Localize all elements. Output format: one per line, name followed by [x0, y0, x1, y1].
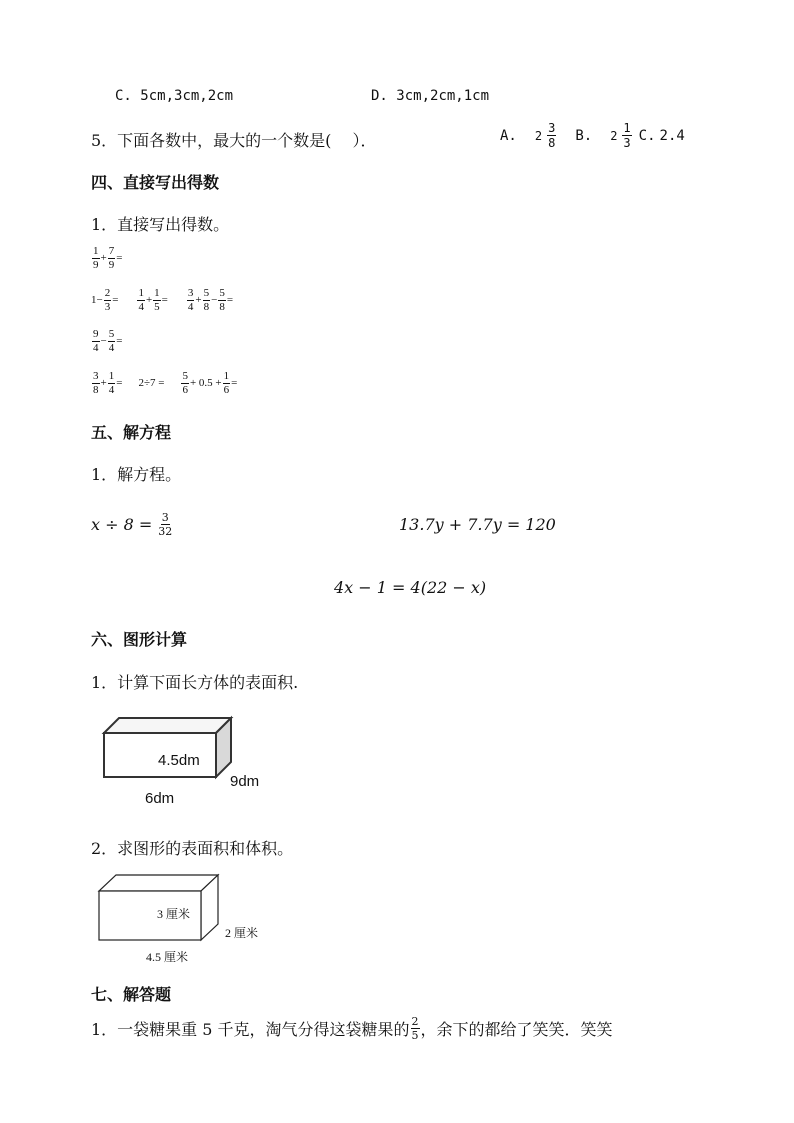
section-6-question-1: 1．计算下面长方体的表面积.	[91, 673, 299, 692]
fraction-numerator: 1	[138, 287, 144, 299]
fraction-numerator: 2	[411, 1015, 419, 1028]
section-7-heading: 七、解答题	[91, 985, 172, 1004]
equation-3: 4x − 1 = 4(22 − x)	[334, 578, 487, 597]
fraction-numerator: 5	[219, 287, 225, 299]
operator: + 0.5 +	[189, 377, 222, 389]
equation-2: 13.7y + 7.7y = 120	[399, 515, 556, 534]
q5-option-a-whole: 2	[534, 128, 543, 143]
operator: +	[145, 294, 153, 306]
fraction	[203, 288, 211, 313]
option-c-label: C.	[115, 88, 132, 104]
fraction-denominator: 8	[93, 384, 99, 396]
fraction	[137, 288, 145, 313]
equals-sign: =	[161, 294, 168, 306]
operator: +	[195, 294, 202, 306]
cuboid-1-depth-label: 9dm	[230, 773, 260, 790]
fraction	[92, 246, 100, 271]
equation-1-lhs: x ÷ 8 =	[91, 515, 153, 534]
section-6-heading: 六、图形计算	[91, 630, 188, 649]
fraction-denominator: 6	[182, 384, 188, 396]
equals-sign: =	[231, 377, 238, 389]
fraction-denominator: 4	[138, 301, 144, 313]
fraction-numerator: 1	[223, 370, 230, 382]
fraction	[92, 371, 100, 396]
fraction-denominator: 4	[108, 342, 115, 354]
fraction	[92, 329, 100, 354]
cuboid-1-length-label: 6dm	[145, 790, 175, 807]
fraction-denominator: 5	[154, 301, 160, 313]
fraction-numerator: 3	[548, 121, 556, 135]
equation-1	[91, 512, 174, 537]
fraction-numerator: 1	[108, 370, 115, 382]
option-c	[115, 88, 233, 104]
question-5-options	[500, 122, 685, 149]
fraction	[108, 329, 116, 354]
q5-option-a-label: A.	[500, 127, 517, 144]
fraction-denominator: 3	[623, 136, 631, 150]
fraction-numerator: 5	[108, 328, 115, 340]
fraction	[153, 288, 161, 313]
cuboid-top-face	[104, 718, 231, 733]
calc-row-1	[91, 246, 122, 271]
division-expression: 2÷7 =	[138, 377, 165, 389]
section-6-question-2: 2．求图形的表面积和体积。	[91, 839, 294, 858]
fraction-denominator: 4	[187, 301, 194, 313]
cuboid-1-height-label: 4.5dm	[158, 752, 200, 769]
option-d-text: 3cm,2cm,1cm	[396, 88, 490, 104]
fraction-denominator: 9	[93, 259, 99, 271]
fraction-denominator: 32	[158, 525, 173, 538]
fraction-numerator: 5	[182, 370, 188, 382]
equals-sign: =	[116, 252, 123, 264]
fraction-denominator: 4	[93, 342, 99, 354]
fraction-numerator: 9	[93, 328, 99, 340]
fraction-numerator: 3	[161, 511, 169, 524]
option-d-label: D.	[371, 88, 388, 104]
fraction-denominator: 3	[104, 301, 111, 313]
fraction-numerator: 1	[93, 245, 99, 257]
fraction-numerator: 5	[203, 287, 210, 299]
fraction	[104, 288, 112, 313]
fraction-numerator: 1	[154, 287, 160, 299]
question-text-end: ，余下的都给了笑笑．笑笑	[420, 1020, 613, 1039]
fraction-denominator: 9	[108, 259, 115, 271]
fraction-numerator: 2	[104, 287, 111, 299]
fraction-denominator: 5	[411, 1029, 419, 1042]
fraction-numerator: 7	[108, 245, 115, 257]
equals-sign: =	[226, 294, 234, 306]
fraction-numerator: 3	[187, 287, 194, 299]
fraction-numerator: 1	[623, 121, 631, 135]
question-text-start: 1．一袋糖果重 5 千克，淘气分得这袋糖果的	[91, 1020, 410, 1039]
fraction	[218, 288, 226, 313]
calc-row-2	[91, 288, 233, 313]
fraction-denominator: 8	[203, 301, 210, 313]
fraction	[108, 246, 116, 271]
fraction-numerator: 3	[93, 370, 99, 382]
question-5: 5．下面各数中，最大的一个数是( ）．	[91, 131, 377, 150]
fraction-denominator: 8	[219, 301, 225, 313]
fraction	[187, 288, 195, 313]
cuboid-2-height-label: 3 厘米	[157, 907, 191, 921]
calc-row-4	[91, 371, 237, 396]
section-4-question-1: 1．直接写出得数。	[91, 215, 230, 234]
cuboid-2-length-label: 4.5 厘米	[146, 950, 189, 964]
operator: −	[100, 335, 107, 347]
expression-lead: 1−	[91, 294, 103, 306]
fraction	[157, 512, 173, 537]
operator: +	[100, 377, 107, 389]
option-c-text: 5cm,3cm,2cm	[140, 88, 234, 104]
calc-row-3	[91, 329, 122, 354]
cuboid-2-depth-label: 2 厘米	[225, 926, 259, 940]
q5-option-b-fraction	[622, 122, 631, 149]
equals-sign: =	[116, 335, 123, 347]
q5-option-c-value: 2.4	[659, 127, 685, 144]
q5-option-a-fraction	[547, 122, 556, 149]
section-5-question-1: 1．解方程。	[91, 465, 182, 484]
q5-option-b-whole: 2	[610, 128, 618, 143]
fraction	[181, 371, 189, 396]
fraction	[108, 371, 116, 396]
cuboid-diagram-1	[100, 714, 236, 780]
cuboid-top-face	[99, 875, 218, 891]
operator: −	[211, 294, 218, 306]
fraction-denominator: 6	[223, 384, 230, 396]
equals-sign: =	[116, 377, 123, 389]
section-5-heading: 五、解方程	[91, 423, 172, 442]
fraction-denominator: 4	[108, 384, 115, 396]
equals-sign: =	[112, 294, 119, 306]
fraction-denominator: 8	[548, 136, 556, 150]
option-d	[371, 88, 489, 104]
section-4-heading: 四、直接写出得数	[91, 173, 220, 192]
operator: +	[100, 252, 107, 264]
q5-option-b-label: B.	[575, 127, 593, 144]
section-7-question-1	[91, 1016, 613, 1041]
fraction	[411, 1016, 420, 1041]
q5-option-c-label: C.	[638, 127, 656, 144]
fraction	[223, 371, 231, 396]
